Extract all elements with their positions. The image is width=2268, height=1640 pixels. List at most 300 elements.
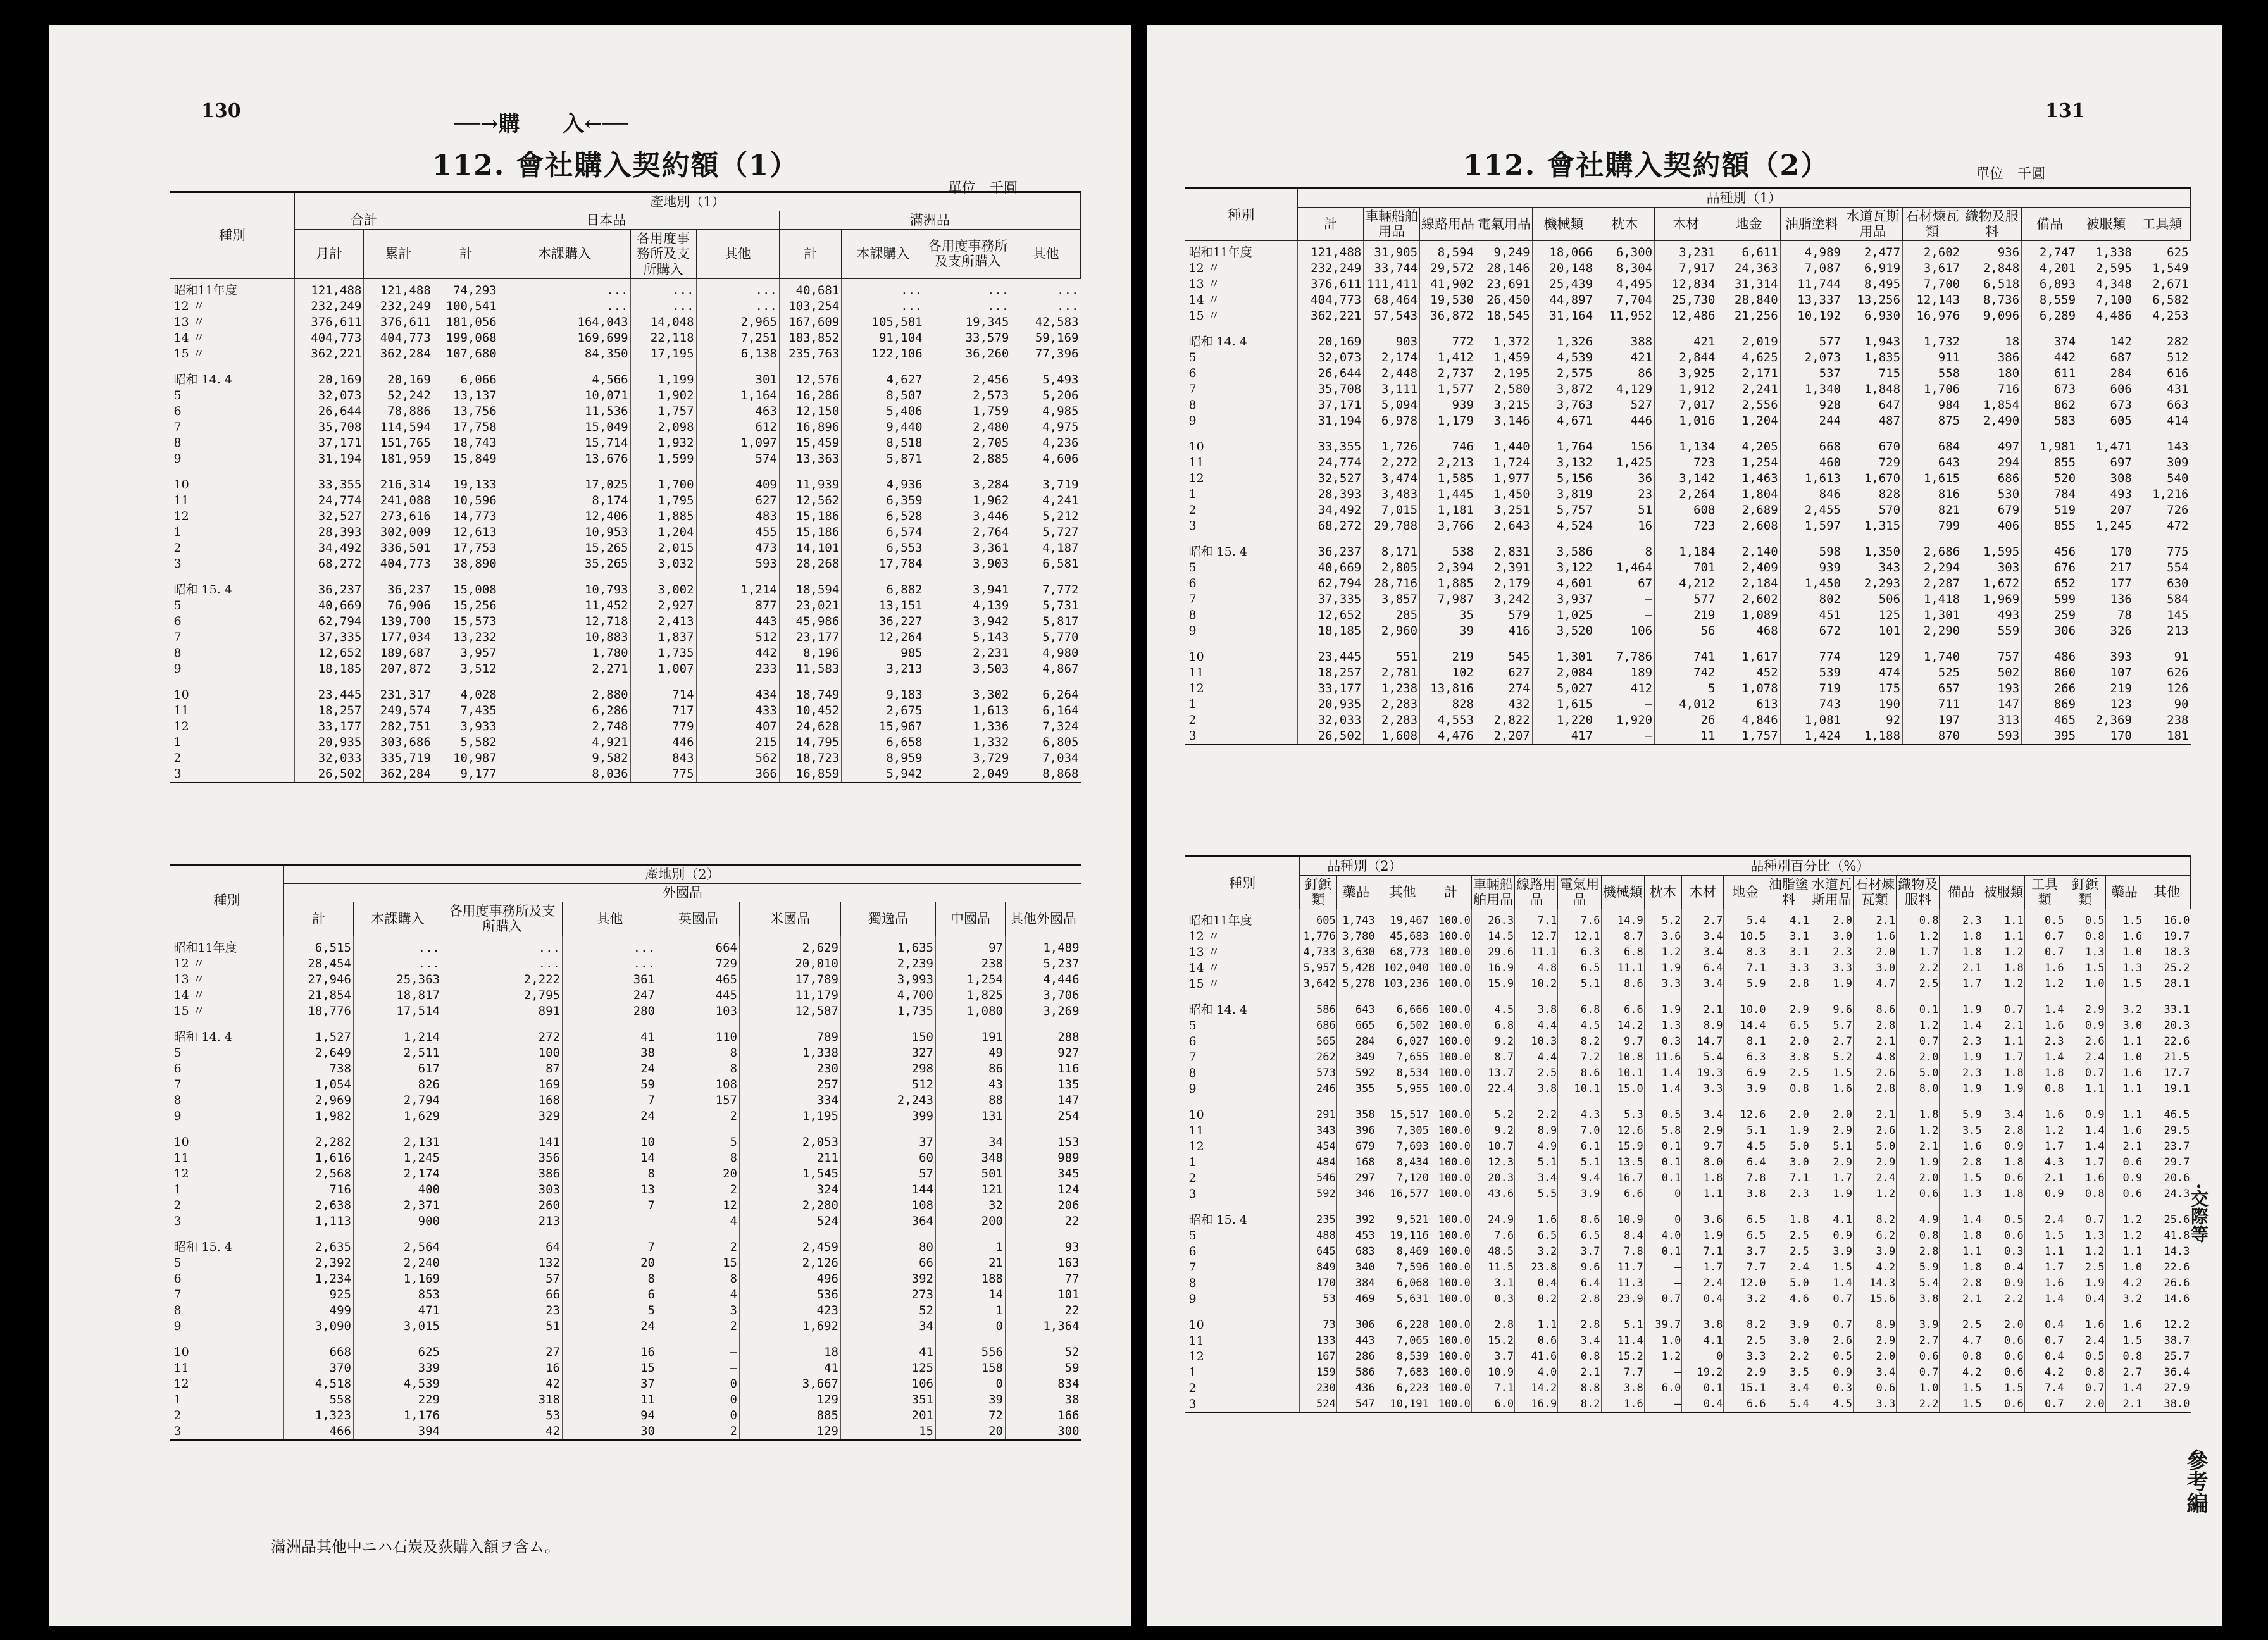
row-label: 8 (173, 435, 182, 450)
table-row (170, 540, 1081, 556)
table-cell: 1.1 (2105, 1081, 2143, 1097)
table-cell: 14,101 (779, 540, 841, 556)
table-cell: 100.0 (1430, 1244, 1471, 1260)
row-label: 1 (173, 735, 182, 749)
row-label: 昭和11年度 (173, 283, 237, 297)
table-cell: 1,549 (2134, 261, 2190, 276)
table-row (1185, 487, 2191, 502)
row-label: 9 (1188, 1292, 1197, 1307)
table-cell: 103,236 (1376, 976, 1430, 992)
table-cell: 1.5 (2024, 1228, 2065, 1244)
table-cell: 5,731 (1011, 598, 1081, 614)
row-label: 11 (173, 1150, 189, 1165)
table-cell: 106 (841, 1376, 936, 1392)
row-label: 13 〃 (173, 972, 205, 986)
table-cell: 18,723 (779, 750, 841, 766)
table-cell (442, 1334, 563, 1345)
table-cell: ... (842, 278, 925, 299)
table-cell: 1.9 (1682, 1228, 1724, 1244)
table-cell: 17,789 (740, 972, 841, 988)
table-cell: 20 (936, 1424, 1006, 1440)
table-cell: 1,885 (630, 509, 696, 525)
table-cell: 2,283 (1364, 697, 1420, 712)
table-cell (1843, 534, 1902, 544)
table-cell: 1,902 (630, 388, 696, 404)
table-cell: 3,146 (1476, 413, 1532, 429)
table-cell: 37,335 (294, 630, 363, 645)
table-cell: 100.0 (1430, 1260, 1471, 1276)
table-cell: 2,239 (841, 956, 936, 972)
table-row (1185, 1228, 2191, 1244)
row-label: 6 (1188, 1034, 1197, 1049)
table-cell: 5.3 (1601, 1107, 1644, 1123)
table-cell: 743 (1780, 697, 1843, 712)
table-cell: 592 (1336, 1065, 1376, 1081)
row-label: 11 (173, 1360, 189, 1375)
table-cell: 100.0 (1430, 1050, 1471, 1065)
table-cell: 21 (936, 1255, 1006, 1271)
table-cell: 1.1 (2105, 1107, 2143, 1123)
table-cell: 3,941 (925, 582, 1011, 598)
table-cell: 404,773 (1297, 292, 1364, 308)
table-cell: 88 (936, 1093, 1006, 1109)
table-cell: 537 (1780, 366, 1843, 382)
table-cell: 32,527 (1297, 471, 1364, 487)
table-cell: 5.1 (1515, 1155, 1558, 1171)
table-cell: 219 (1420, 649, 1476, 665)
table-cell: 241,088 (364, 493, 433, 509)
table-cell (657, 1124, 740, 1134)
table-cell: 2,264 (1655, 487, 1717, 502)
column-header: 備品 (1940, 876, 1983, 909)
table-cell: ... (1011, 299, 1081, 314)
table-cell: 0 (936, 1376, 1006, 1392)
table-cell: 216,314 (364, 477, 433, 493)
table-cell: 7,251 (696, 330, 779, 346)
table-cell (1903, 534, 1962, 544)
table-cell: 1,214 (696, 582, 779, 598)
table-cell: 15 (841, 1424, 936, 1440)
table-cell: 2,575 (1532, 366, 1595, 382)
table-cell: 36.4 (2143, 1365, 2191, 1381)
table-cell: 1.6 (1810, 1081, 1853, 1097)
column-header: 工具類 (2134, 208, 2190, 241)
table-cell: 416 (1476, 623, 1532, 639)
table-cell: 217 (2078, 560, 2134, 576)
table-cell (842, 467, 925, 477)
table-cell: 1.6 (2024, 960, 2065, 976)
table-cell (936, 1334, 1006, 1345)
table-row (1185, 681, 2191, 697)
table-cell: 2,689 (1717, 502, 1780, 518)
table-cell: 527 (1595, 397, 1655, 413)
table-cell (1420, 429, 1476, 439)
column-header: 機械類 (1532, 208, 1595, 241)
table-cell: 2.3 (1940, 1034, 1983, 1050)
table-cell: 2,049 (925, 766, 1011, 783)
row-label (1185, 1202, 1300, 1212)
table-cell (1532, 429, 1595, 439)
column-header: 其他 (2143, 876, 2191, 909)
table-cell: 2.3 (2024, 1034, 2065, 1050)
table-cell (936, 1124, 1006, 1134)
table-cell: 376,611 (364, 314, 433, 330)
table-cell: 2.0 (2065, 1396, 2105, 1413)
table-cell: 1,425 (1595, 455, 1655, 471)
table-cell: 463 (696, 404, 779, 419)
table-cell: 512 (841, 1077, 936, 1093)
table-cell: 7,017 (1655, 397, 1717, 413)
table-cell: 540 (2134, 471, 2190, 487)
row-label: 2 (1188, 1381, 1197, 1396)
table-cell: 1.0 (2105, 1260, 2143, 1276)
table-cell: 846 (1780, 487, 1843, 502)
table-cell: 5,757 (1532, 502, 1595, 518)
table-cell: 12,562 (779, 493, 841, 509)
table-cell: 672 (1780, 623, 1843, 639)
row-label: 10 (1188, 1108, 1204, 1122)
table-cell (1962, 639, 2022, 649)
table-cell: 1.1 (1983, 909, 2024, 929)
table-cell: 1,617 (1717, 649, 1780, 665)
table-cell (841, 1334, 936, 1345)
table-cell (740, 1229, 841, 1239)
table-cell: 0.3 (1810, 1381, 1853, 1396)
table-cell: 41 (841, 1345, 936, 1360)
table-cell: 0.8 (1897, 1228, 1940, 1244)
table-cell: 100.0 (1430, 1107, 1471, 1123)
table-cell: 100.0 (1430, 1139, 1471, 1155)
table-cell: 1,181 (1420, 502, 1476, 518)
table-cell: 443 (1336, 1333, 1376, 1349)
table-cell (563, 1229, 657, 1239)
table-cell: 143 (2134, 439, 2190, 455)
table-cell: 1,943 (1843, 334, 1902, 350)
table-cell: 15,256 (433, 598, 499, 614)
table-cell: 32 (936, 1198, 1006, 1214)
table-row (170, 988, 1081, 1003)
table-cell: 78,886 (364, 404, 433, 419)
table-cell: 247 (563, 988, 657, 1003)
row-label: 昭和 14. 4 (1188, 335, 1247, 349)
table-cell: 7.6 (1471, 1228, 1514, 1244)
table-cell: 2,179 (1476, 576, 1532, 592)
table-cell: 6.2 (1854, 1228, 1897, 1244)
table-cell: 5,942 (842, 766, 925, 783)
table-cell: 14 (936, 1287, 1006, 1303)
table-cell: 8.1 (1724, 1034, 1767, 1050)
table-cell: 3.4 (1767, 1381, 1810, 1396)
table-cell: 1,743 (1336, 909, 1376, 929)
table-cell: 493 (2078, 487, 2134, 502)
row-label: 10 (1188, 650, 1204, 664)
table-cell: 7 (563, 1239, 657, 1255)
table-cell (1843, 324, 1902, 334)
row-label (1185, 534, 1298, 544)
table-cell: 2,844 (1655, 350, 1717, 366)
table-cell (630, 572, 696, 582)
table-cell: 3.4 (1854, 1365, 1897, 1381)
table-cell: 339 (354, 1360, 442, 1376)
table-cell: 2.8 (1940, 1276, 1983, 1291)
row-label: 11 (173, 703, 189, 718)
table-row (1185, 382, 2191, 397)
table-cell: 1,545 (740, 1166, 841, 1182)
table-cell: 789 (740, 1029, 841, 1045)
table-cell: 711 (1903, 697, 1962, 712)
table-cell: 2,747 (2022, 241, 2078, 261)
table-cell: 2.1 (1854, 1034, 1897, 1050)
table-cell: 984 (1903, 397, 1962, 413)
table-cell: 11,452 (499, 598, 630, 614)
table-cell: 19,116 (1376, 1228, 1430, 1244)
table-cell: 1,176 (354, 1408, 442, 1424)
column-header: 本課購入 (499, 230, 630, 278)
table-cell: 38,890 (433, 556, 499, 572)
table-cell: 1.0 (2105, 945, 2143, 960)
table-cell (1962, 534, 2022, 544)
table-cell: 716 (1962, 382, 2022, 397)
table-cell: 665 (1336, 1018, 1376, 1034)
table-cell (563, 1019, 657, 1029)
table-cell: 25,439 (1532, 276, 1595, 292)
table-cell: 15.0 (1601, 1081, 1644, 1097)
table-cell: 684 (1903, 439, 1962, 455)
table-cell: 1.4 (2024, 1050, 2065, 1065)
table-cell: 40,669 (294, 598, 363, 614)
table-cell: 11,952 (1595, 308, 1655, 324)
table-cell: 42,583 (1011, 314, 1081, 330)
table-cell: 0 (657, 1392, 740, 1408)
table-cell: 7,015 (1364, 502, 1420, 518)
table-cell: 16,286 (779, 388, 841, 404)
table-cell: 1,776 (1300, 929, 1337, 945)
table-cell: 0.9 (1983, 1276, 2024, 1291)
table-cell: 1,932 (630, 435, 696, 451)
table-cell: 100.0 (1430, 1381, 1471, 1396)
table-cell: 2,391 (1476, 560, 1532, 576)
table-cell (1595, 534, 1655, 544)
table-cell (1724, 1307, 1767, 1317)
table-cell: 1,577 (1420, 382, 1476, 397)
table-cell: 10.1 (1558, 1081, 1601, 1097)
table-cell (1336, 1097, 1376, 1107)
table-cell: 318 (442, 1392, 563, 1408)
table-row (1185, 945, 2191, 960)
table-cell: 41 (563, 1029, 657, 1045)
row-label: 3 (173, 1424, 182, 1438)
table-row (1185, 366, 2191, 382)
table-cell: 16,859 (779, 766, 841, 783)
table-cell (1430, 1307, 1471, 1317)
table-cell: 8,469 (1376, 1244, 1430, 1260)
table-cell: 802 (1780, 592, 1843, 607)
table-cell: 4,980 (1011, 645, 1081, 661)
table-row (170, 1134, 1081, 1150)
column-header: 其他 (696, 230, 779, 278)
table-cell: 4,236 (1011, 435, 1081, 451)
table-cell: 35,708 (1297, 382, 1364, 397)
table-cell: 3.3 (1644, 976, 1682, 992)
table-cell (2134, 429, 2190, 439)
table-cell: 4,241 (1011, 493, 1081, 509)
table-cell: 421 (1595, 350, 1655, 366)
table-cell: 4 (657, 1287, 740, 1303)
table-cell: 25.7 (2143, 1349, 2191, 1365)
table-cell: 7 (563, 1198, 657, 1214)
table-cell: 9.7 (1682, 1139, 1724, 1155)
table-cell (1682, 1097, 1724, 1107)
table-cell: 1,179 (1420, 413, 1476, 429)
table-cell (1336, 992, 1376, 1002)
table-cell: 715 (1843, 366, 1902, 382)
table-cell (1515, 992, 1558, 1002)
table-cell: 4,975 (1011, 419, 1081, 435)
table-cell: 5,212 (1011, 509, 1081, 525)
table-cell: 129 (740, 1392, 841, 1408)
table-cell: 206 (1006, 1198, 1081, 1214)
table-row (1185, 649, 2191, 665)
table-cell: 18,066 (1532, 241, 1595, 261)
table-cell: 0.6 (1983, 1349, 2024, 1365)
table-row (170, 509, 1081, 525)
table-cell: 2.9 (1767, 1002, 1810, 1018)
table-cell: 167 (1300, 1349, 1337, 1365)
table-cell: 22.4 (1471, 1081, 1514, 1097)
row-label (170, 1334, 284, 1345)
table-cell: 6,300 (1595, 241, 1655, 261)
table-cell: 100.0 (1430, 1081, 1471, 1097)
table-cell: 102,040 (1376, 960, 1430, 976)
table-cell (1430, 992, 1471, 1002)
table-cell: 302,009 (364, 525, 433, 540)
table-cell: 29,788 (1364, 518, 1420, 534)
table-cell: 779 (630, 719, 696, 735)
table-cell: 0.4 (1682, 1291, 1724, 1307)
col-kind: 種別 (170, 865, 284, 936)
table-cell: 1,220 (1532, 712, 1595, 728)
table-cell: 460 (1780, 455, 1843, 471)
table-cell (1011, 677, 1081, 687)
table-cell: 2 (657, 1182, 740, 1198)
table-cell: 297 (1336, 1171, 1376, 1186)
table-cell: 231,317 (364, 687, 433, 703)
table-cell: 8,036 (499, 766, 630, 783)
table-cell: 4,601 (1532, 576, 1595, 592)
table-cell: 139,700 (364, 614, 433, 630)
table-cell: 2.5 (1897, 976, 1940, 992)
table-cell: 6,882 (842, 582, 925, 598)
table-cell: 39.7 (1644, 1317, 1682, 1333)
row-label: 10 (1188, 440, 1204, 454)
row-label: 9 (173, 1109, 182, 1123)
table-cell: 16 (1595, 518, 1655, 534)
table-cell: 1,445 (1420, 487, 1476, 502)
table-cell: 0.7 (1810, 1317, 1853, 1333)
table-cell: 6,518 (1962, 276, 2022, 292)
row-label (1185, 1097, 1300, 1107)
table-cell: 114,594 (364, 419, 433, 435)
table-cell: 356 (442, 1150, 563, 1166)
table-cell (354, 1124, 442, 1134)
table-cell: 42 (442, 1424, 563, 1440)
table-cell (284, 1334, 354, 1345)
table-cell: 1,338 (740, 1045, 841, 1061)
table-cell: 3,361 (925, 540, 1011, 556)
table-cell: 1,825 (936, 988, 1006, 1003)
table-cell: 3.7 (1471, 1349, 1514, 1365)
table-cell: 8,868 (1011, 766, 1081, 783)
table-cell: 3.2 (1515, 1244, 1558, 1260)
table-cell: 17,195 (630, 346, 696, 362)
table-cell: 60 (841, 1150, 936, 1166)
table-cell: 15,967 (842, 719, 925, 735)
table-cell: 1,113 (284, 1214, 354, 1229)
table-cell: 1,450 (1476, 487, 1532, 502)
table-cell: 14.2 (1515, 1381, 1558, 1396)
table-row (170, 1392, 1081, 1408)
table-cell: 4.2 (2024, 1365, 2065, 1381)
table-cell: 15 (657, 1255, 740, 1271)
table-cell: 116 (1006, 1061, 1081, 1077)
table-cell: 28,840 (1717, 292, 1780, 308)
table-cell: 663 (2134, 397, 2190, 413)
table-cell: 280 (563, 1003, 657, 1019)
table-cell: 630 (2134, 576, 2190, 592)
table-row (170, 1166, 1081, 1182)
table-cell: 15,186 (779, 525, 841, 540)
table-cell: 64 (442, 1239, 563, 1255)
table-cell: 558 (284, 1392, 354, 1408)
table-cell: 10,192 (1780, 308, 1843, 324)
table-cell: 31,194 (294, 451, 363, 467)
table-cell: 925 (284, 1287, 354, 1303)
table-cell: 100.0 (1430, 929, 1471, 945)
table-cell: 309 (2134, 455, 2190, 471)
table-cell: 6.6 (1601, 1186, 1644, 1202)
row-label: 1 (173, 1392, 182, 1407)
table-cell: 757 (1962, 649, 2022, 665)
table-cell: 1,732 (1903, 334, 1962, 350)
table-cell: 9.4 (1558, 1171, 1601, 1186)
table-cell: 729 (657, 956, 740, 972)
table-cell: 1,078 (1717, 681, 1780, 697)
table-cell (1644, 1202, 1682, 1212)
table-cell: 246 (1300, 1081, 1337, 1097)
page-title: 112. 會社購入契約額（2） (1463, 149, 1830, 182)
table-cell: 1,764 (1532, 439, 1595, 455)
table-cell: 1,585 (1420, 471, 1476, 487)
table-cell: 91,104 (842, 330, 925, 346)
table-cell: 14,773 (433, 509, 499, 525)
table-cell: 133 (1300, 1333, 1337, 1349)
table-cell: 1.8 (1682, 1171, 1724, 1186)
table-cell: 18.3 (2143, 945, 2191, 960)
table-cell (442, 1019, 563, 1029)
table-row (170, 936, 1081, 956)
table-cell: 2,556 (1717, 397, 1780, 413)
table-cell (1983, 992, 2024, 1002)
table-cell: 1,757 (630, 404, 696, 419)
table-cell: 877 (696, 598, 779, 614)
table-cell: 483 (696, 509, 779, 525)
table-cell: 3,957 (433, 645, 499, 661)
item-table-2 (1185, 855, 2191, 1413)
table-cell: 10,883 (499, 630, 630, 645)
row-label: 9 (1188, 624, 1197, 638)
table-cell (779, 467, 841, 477)
row-label: 7 (173, 630, 182, 644)
